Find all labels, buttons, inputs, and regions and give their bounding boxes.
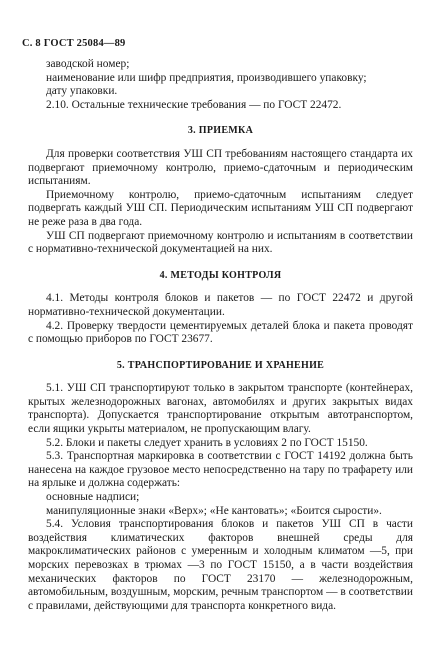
clause-5-3-item-a: основные надписи;	[46, 491, 140, 504]
document-body	[28, 58, 413, 613]
intro-line-3: дату упаковки.	[46, 85, 118, 98]
intro-line-1: заводской номер;	[46, 58, 130, 70]
clause-4-2: 4.2. Проверку твердости цементируемых деталей блока и пакета проводят с помощью приборов по ГОСТ 23677.	[28, 319, 413, 346]
section-3-heading: 3. ПРИЕМКА	[187, 125, 254, 137]
clause-5-2: 5.2. Блоки и пакеты следует хранить в условиях 2 по ГОСТ 15150.	[46, 436, 368, 449]
section-5-heading: 5. ТРАНСПОРТИРОВАНИЕ И ХРАНЕНИЕ	[116, 359, 325, 371]
page-header	[22, 38, 126, 49]
section-4-heading: 4. МЕТОДЫ КОНТРОЛЯ	[159, 269, 282, 281]
clause-5-1: 5.1. УШ СП транспортируют только в закрытом транспорте (контейнерах, крытых железнодорожных вагонах, автомобилях и других закрытых видах транспорта). Допускается транспортирование открытым автотранспортом, если ящики укрыты материалом, не пропускающим влагу.	[28, 382, 413, 436]
clause-2-10: 2.10. Остальные технические требования — по ГОСТ 22472.	[46, 98, 342, 111]
clause-5-3: 5.3. Транспортная маркировка в соответствии с ГОСТ 14192 должна быть нанесена на каждое грузовое место непосредственно на тару по трафарету или на ярлыке и должна содержать:	[28, 450, 413, 490]
intro-line-2: наименование или шифр предприятия, производившего упаковку;	[46, 71, 367, 84]
clause-5-3-item-b: манипуляционные знаки «Верх»; «Не кантовать»; «Боится сырости».	[46, 504, 382, 517]
section-3-paragraph-3: УШ СП подвергают приемочному контролю и испытаниям в соответствии с нормативно-технической документацией на них.	[28, 229, 413, 256]
clause-4-1: 4.1. Методы контроля блоков и пакетов — по ГОСТ 22472 и другой нормативно-технической документации.	[28, 292, 413, 318]
page-number: С. 8	[22, 38, 41, 49]
standard-designation: ГОСТ 25084—89	[43, 38, 126, 49]
section-3-paragraph-1: Для проверки соответствия УШ СП требованиям настоящего стандарта их подвергают приемочному контролю, приемо-сдаточным и периодическим испытаниям.	[28, 147, 413, 188]
section-3-paragraph-2: Приемочному контролю, приемо-сдаточным испытаниям следует подвергать каждый УШ СП. Периодическим испытаниям УШ СП подвергают не реже раза в два года.	[28, 188, 413, 228]
clause-5-4: 5.4. Условия транспортирования блоков и пакетов УШ СП в части воздействия климатических факторов внешней среды для макроклиматических районов с умеренным и холодным климатом —5, при морских перевозках в трюмах —3 по ГОСТ 15150, а в части воздействия механических факторов по ГОСТ 23170 — железнодорожным, автомобильным, воздушным, морским, речным транспортом — в соответствии с правилами, действующими для транспорта конкретного вида.	[28, 518, 413, 612]
